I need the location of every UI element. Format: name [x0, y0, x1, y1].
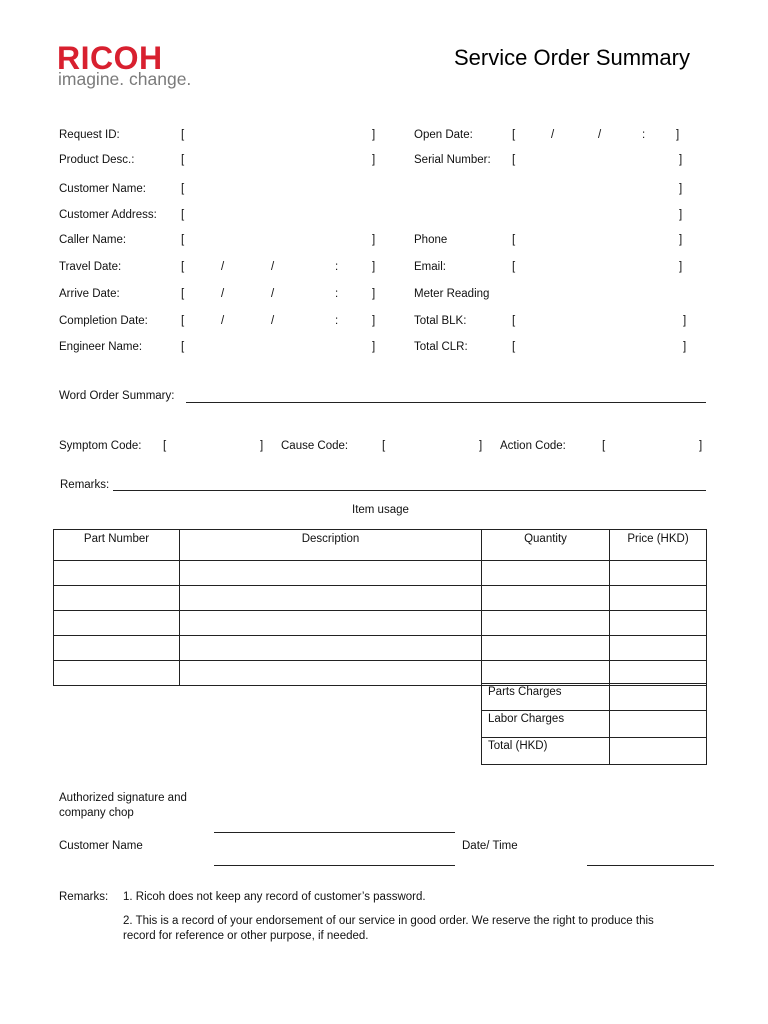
total-clr-bracket-open: [: [512, 341, 516, 353]
price-cell[interactable]: [610, 561, 707, 586]
column-header-part-number: Part Number: [54, 530, 180, 561]
request-id-bracket-open: [: [181, 129, 185, 141]
travel-date-slash-2: /: [271, 261, 275, 273]
email-bracket-open: [: [512, 261, 516, 273]
completion-date-label: Completion Date:: [59, 315, 148, 327]
arrive-date-bracket-close: ]: [372, 288, 376, 300]
description-cell[interactable]: [180, 586, 482, 611]
part-number-cell[interactable]: [54, 636, 180, 661]
price-cell[interactable]: [610, 636, 707, 661]
table-header-row: [54, 530, 707, 561]
customer-address-bracket-open: [: [181, 209, 185, 221]
open-date-label: Open Date:: [414, 129, 473, 141]
cause-code-label: Cause Code:: [281, 440, 349, 452]
charges-table: [481, 683, 707, 765]
customer-name-bracket-close: ]: [679, 183, 683, 195]
caller-name-label: Caller Name:: [59, 234, 127, 246]
price-cell[interactable]: [610, 661, 707, 686]
total-blk-label: Total BLK:: [414, 315, 467, 327]
arrive-date-bracket-open: [: [181, 288, 185, 300]
product-desc-label: Product Desc.:: [59, 154, 135, 166]
total-clr-bracket-close: ]: [683, 341, 687, 353]
parts-charges-value[interactable]: [610, 684, 707, 711]
open-date-slash-2: /: [598, 129, 602, 141]
labor-charges-row: [482, 711, 707, 738]
part-number-cell[interactable]: [54, 586, 180, 611]
open-date-bracket-close: ]: [676, 129, 680, 141]
phone-label: Phone: [414, 234, 448, 246]
caller-name-bracket-close: ]: [372, 234, 376, 246]
parts-charges-row: [482, 684, 707, 711]
part-number-cell[interactable]: [54, 611, 180, 636]
symptom-code-bracket-open: [: [163, 440, 167, 452]
meter-reading-label: Meter Reading: [414, 288, 490, 300]
completion-date-colon: :: [335, 315, 339, 327]
quantity-cell[interactable]: [482, 661, 610, 686]
product-desc-bracket-close: ]: [372, 154, 376, 166]
description-cell[interactable]: [180, 661, 482, 686]
phone-bracket-close: ]: [679, 234, 683, 246]
parts-charges-label: Parts Charges: [482, 684, 610, 711]
total-label: Total (HKD): [482, 738, 610, 765]
travel-date-label: Travel Date:: [59, 261, 122, 273]
caller-name-bracket-open: [: [181, 234, 185, 246]
phone-bracket-open: [: [512, 234, 516, 246]
product-desc-bracket-open: [: [181, 154, 185, 166]
request-id-label: Request ID:: [59, 129, 120, 141]
customer-name-line[interactable]: [214, 865, 455, 866]
column-header-price: Price (HKD): [610, 530, 707, 561]
ricoh-logo: RICOH: [57, 40, 163, 76]
footer-note-1: 1. Ricoh does not keep any record of customer’s password.: [123, 891, 426, 903]
cause-code-bracket-close: ]: [479, 440, 483, 452]
total-blk-bracket-open: [: [512, 315, 516, 327]
travel-date-slash-1: /: [221, 261, 225, 273]
travel-date-bracket-close: ]: [372, 261, 376, 273]
total-clr-label: Total CLR:: [414, 341, 468, 353]
email-bracket-close: ]: [679, 261, 683, 273]
footer-remarks-label: Remarks:: [59, 891, 109, 903]
request-id-bracket-close: ]: [372, 129, 376, 141]
quantity-cell[interactable]: [482, 586, 610, 611]
completion-date-slash-2: /: [271, 315, 275, 327]
arrive-date-colon: :: [335, 288, 339, 300]
part-number-cell[interactable]: [54, 561, 180, 586]
email-label: Email:: [414, 261, 446, 273]
cause-code-bracket-open: [: [382, 440, 386, 452]
table-row: [54, 661, 707, 686]
authorized-signature-line[interactable]: [214, 832, 455, 833]
serial-number-bracket-close: ]: [679, 154, 683, 166]
remarks-line: [113, 490, 706, 491]
total-row: [482, 738, 707, 765]
symptom-code-bracket-close: ]: [260, 440, 264, 452]
open-date-colon: :: [642, 129, 646, 141]
arrive-date-slash-2: /: [271, 288, 275, 300]
table-row: [54, 561, 707, 586]
travel-date-colon: :: [335, 261, 339, 273]
travel-date-bracket-open: [: [181, 261, 185, 273]
column-header-quantity: Quantity: [482, 530, 610, 561]
footer-note-2-line1: 2. This is a record of your endorsement of our service in good order. We reserve the right to produce this: [123, 915, 654, 927]
authorized-signature-label-line1: Authorized signature and: [59, 792, 187, 804]
action-code-label: Action Code:: [500, 440, 566, 452]
authorized-signature-label-line2: company chop: [59, 807, 134, 819]
completion-date-bracket-open: [: [181, 315, 185, 327]
price-cell[interactable]: [610, 611, 707, 636]
description-cell[interactable]: [180, 636, 482, 661]
customer-name-bracket-open: [: [181, 183, 185, 195]
word-order-summary-label: Word Order Summary:: [59, 390, 175, 402]
open-date-slash-1: /: [551, 129, 555, 141]
date-time-label: Date/ Time: [462, 840, 518, 852]
action-code-bracket-close: ]: [699, 440, 703, 452]
word-order-summary-line: [186, 402, 706, 403]
customer-address-label: Customer Address:: [59, 209, 157, 221]
completion-date-bracket-close: ]: [372, 315, 376, 327]
quantity-cell[interactable]: [482, 636, 610, 661]
completion-date-slash-1: /: [221, 315, 225, 327]
engineer-name-label: Engineer Name:: [59, 341, 143, 353]
symptom-code-label: Symptom Code:: [59, 440, 142, 452]
arrive-date-slash-1: /: [221, 288, 225, 300]
page-title: Service Order Summary: [454, 45, 690, 70]
item-usage-table: [53, 529, 707, 686]
table-row: [54, 586, 707, 611]
date-time-line[interactable]: [587, 865, 714, 866]
serial-number-bracket-open: [: [512, 154, 516, 166]
item-usage-caption: Item usage: [352, 504, 409, 516]
serial-number-label: Serial Number:: [414, 154, 491, 166]
total-value[interactable]: [610, 738, 707, 765]
quantity-cell[interactable]: [482, 561, 610, 586]
open-date-bracket-open: [: [512, 129, 516, 141]
footer-note-2-line2: record for reference or other purpose, if needed.: [123, 930, 369, 942]
arrive-date-label: Arrive Date:: [59, 288, 120, 300]
description-cell[interactable]: [180, 611, 482, 636]
price-cell[interactable]: [610, 586, 707, 611]
labor-charges-label: Labor Charges: [482, 711, 610, 738]
column-header-description: Description: [180, 530, 482, 561]
part-number-cell[interactable]: [54, 661, 180, 686]
engineer-name-bracket-close: ]: [372, 341, 376, 353]
labor-charges-value[interactable]: [610, 711, 707, 738]
engineer-name-bracket-open: [: [181, 341, 185, 353]
customer-address-bracket-close: ]: [679, 209, 683, 221]
description-cell[interactable]: [180, 561, 482, 586]
table-row: [54, 636, 707, 661]
quantity-cell[interactable]: [482, 611, 610, 636]
logo-tagline: imagine. change.: [58, 69, 192, 89]
action-code-bracket-open: [: [602, 440, 606, 452]
customer-name-sign-label: Customer Name: [59, 840, 143, 852]
remarks-label: Remarks:: [60, 479, 110, 491]
total-blk-bracket-close: ]: [683, 315, 687, 327]
table-row: [54, 611, 707, 636]
customer-name-label: Customer Name:: [59, 183, 146, 195]
